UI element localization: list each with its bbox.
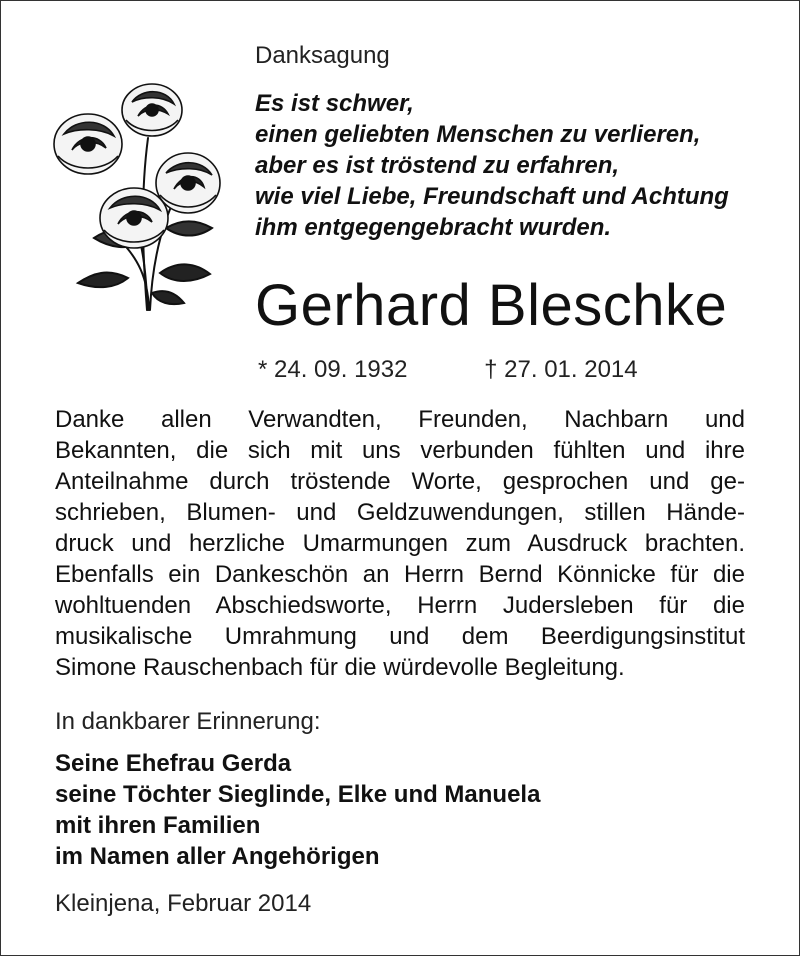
notice-heading: Danksagung [255, 42, 390, 69]
roses-bouquet-icon [48, 78, 228, 313]
place-date: Kleinjena, Februar 2014 [55, 890, 312, 917]
quote-line: einen geliebten Menschen zu verlieren, [255, 121, 701, 148]
quote-line: aber es ist tröstend zu erfahren, [255, 152, 620, 179]
paragraph-line: druck und herzliche Umarmungen zum Ausdruck brachten. [55, 530, 745, 557]
signer-line: seine Töchter Sieglinde, Elke und Manuela [55, 781, 541, 808]
paragraph-line: Bekannten, die sich mit uns verbunden fühlten und ihre [55, 437, 745, 464]
life-dates [258, 356, 638, 384]
deceased-name: Gerhard Bleschke [255, 273, 728, 338]
signer-line: Seine Ehefrau Gerda [55, 750, 292, 777]
paragraph-line: Simone Rauschenbach für die würdevolle Begleitung. [55, 654, 625, 681]
thanks-paragraph [55, 404, 745, 683]
paragraph-line: Danke allen Verwandten, Freunden, Nachbarn und [55, 406, 745, 433]
signer-line: im Namen aller Angehörigen [55, 843, 380, 870]
quote-line: ihm entgegengebracht wurden. [255, 214, 612, 241]
memory-line: In dankbarer Erinnerung: [55, 708, 321, 735]
quote-line: Es ist schwer, [255, 90, 414, 117]
signers-block [55, 748, 540, 872]
death-date: † 27. 01. 2014 [484, 356, 638, 383]
paragraph-line: Ebenfalls ein Dankeschön an Herrn Bernd Könnicke für die [55, 561, 745, 588]
paragraph-line: musikalische Umrahmung und dem Beerdigungsinstitut [55, 623, 745, 650]
paragraph-line: Anteilnahme durch tröstende Worte, gesprochen und ge- [55, 468, 745, 495]
birth-date: * 24. 09. 1932 [258, 356, 408, 383]
paragraph-line: schrieben, Blumen- und Geldzuwendungen, stillen Hände- [55, 499, 745, 526]
condolence-quote [255, 88, 729, 243]
quote-line: wie viel Liebe, Freundschaft und Achtung [255, 183, 729, 210]
paragraph-line: wohltuenden Abschiedsworte, Herrn Judersleben für die [55, 592, 745, 619]
signer-line: mit ihren Familien [55, 812, 261, 839]
